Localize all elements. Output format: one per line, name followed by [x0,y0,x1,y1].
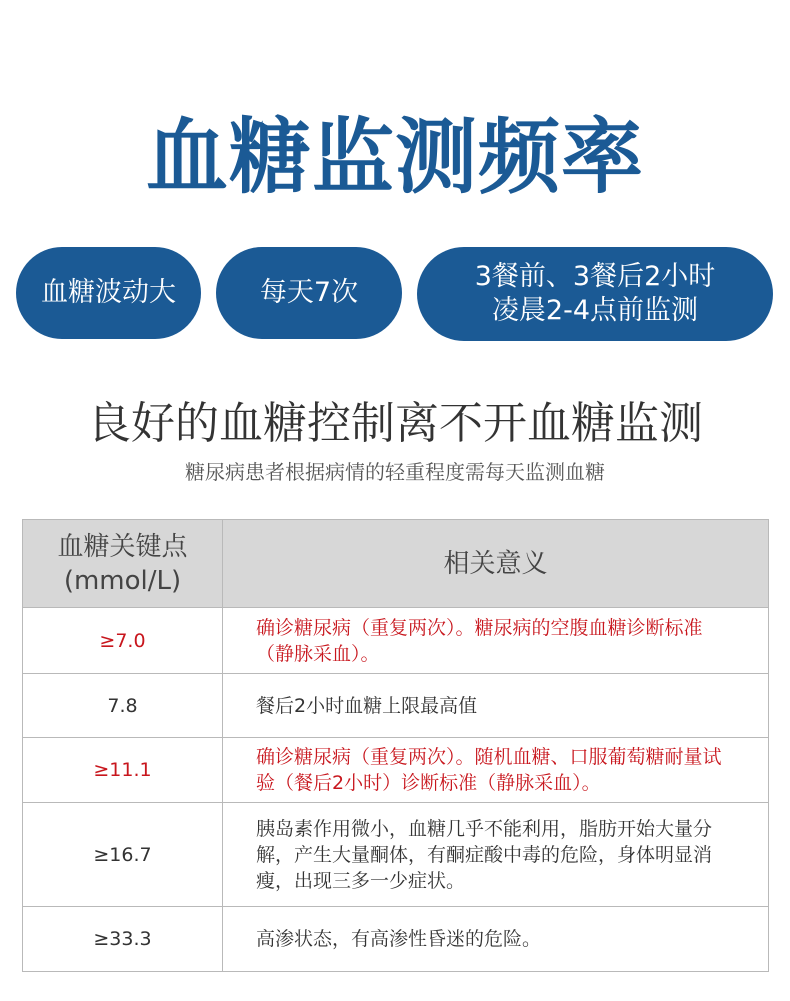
key-value-cell: 7.8 [23,674,223,738]
badge-high-fluctuation [16,247,201,339]
meaning-cell: 确诊糖尿病（重复两次）。糖尿病的空腹血糖诊断标准（静脉采血）。 [223,608,769,674]
section-heading: 良好的血糖控制离不开血糖监测 [87,398,703,449]
table-header-row [23,520,769,608]
meaning-cell: 胰岛素作用微小，血糖几乎不能利用，脂肪开始大量分解，产生大量酮体，有酮症酸中毒的危险，身体明显消瘦，出现三多一少症状。 [223,803,769,907]
table-row [23,803,769,907]
key-value-cell: ≥7.0 [23,608,223,674]
glucose-key-points-table [22,519,769,972]
badge-text-line2: 凌晨2-4点前监测 [491,295,699,326]
key-value-cell: ≥16.7 [23,803,223,907]
badge-monitoring-times [417,247,773,341]
key-value-cell: ≥11.1 [23,738,223,803]
meaning-cell: 餐后2小时血糖上限最高值 [223,674,769,738]
badge-text-line1: 3餐前、3餐后2小时 [474,261,716,292]
badge-seven-times-daily [216,247,402,339]
table-row [23,907,769,972]
header-key-label: 血糖关键点 [57,531,188,562]
meaning-cell: 高渗状态，有高渗性昏迷的危险。 [223,907,769,972]
page-title: 血糖监测频率 [145,110,644,205]
table-row [23,738,769,803]
header-meaning: 相关意义 [223,520,769,608]
meaning-cell: 确诊糖尿病（重复两次）。随机血糖、口服葡萄糖耐量试验（餐后2小时）诊断标准（静脉采血）。 [223,738,769,803]
badge-text: 血糖波动大 [41,277,176,308]
header-key-unit: (mmol/L) [63,565,182,596]
table-row [23,608,769,674]
table-row [23,674,769,738]
key-value-cell: ≥33.3 [23,907,223,972]
section-caption: 糖尿病患者根据病情的轻重程度需每天监测血糖 [185,460,605,484]
header-key-point [23,520,223,608]
badge-text: 每天7次 [259,277,359,308]
